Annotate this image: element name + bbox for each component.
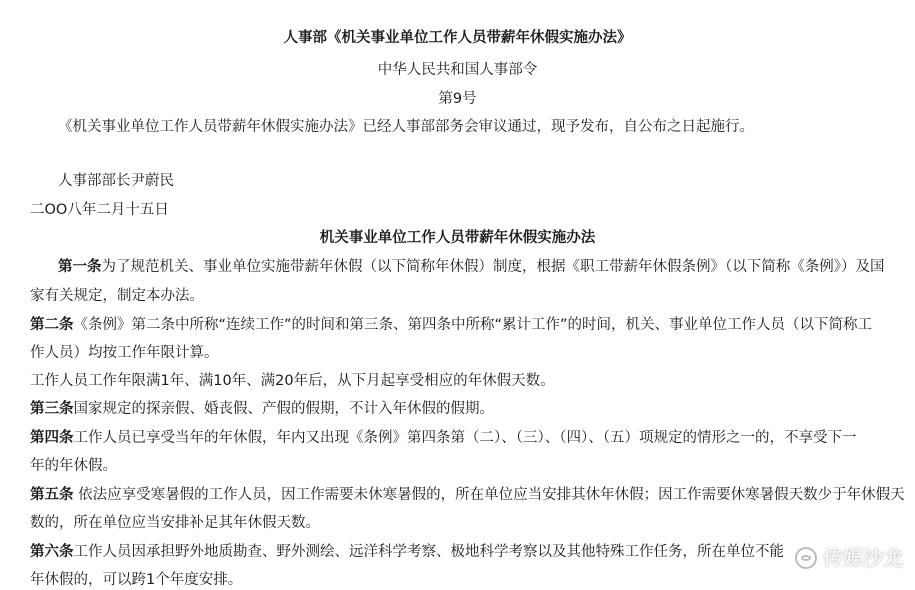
- issuer-line: 中华人民共和国人事部令: [377, 62, 538, 78]
- article-4-line-2: 年的年休假。: [30, 458, 117, 474]
- article-2-label: 第二条: [30, 317, 74, 333]
- issue-date: 二OO八年二月十五日: [30, 202, 169, 218]
- order-number: 第9号: [438, 91, 477, 107]
- watermark-text: 传媒沙龙: [823, 546, 903, 570]
- article-5-text-1: 依法应享受寒暑假的工作人员，因工作需要未休寒暑假的，所在单位应当安排其休年休假；因工作需要休寒暑假天数少于年休假天: [73, 487, 905, 503]
- article-2-line-2: 作人员）均按工作年限计算。: [30, 345, 219, 361]
- article-5-line-1: [30, 485, 905, 505]
- article-4-label: 第四条: [30, 430, 74, 446]
- article-1-line-1: [58, 257, 885, 277]
- signer: 人事部部长尹蔚民: [58, 173, 174, 189]
- article-5-label: 第五条: [30, 487, 74, 503]
- watermark: [795, 547, 903, 569]
- article-4-line-1: [30, 428, 857, 448]
- article-6-text-1: 工作人员因承担野外地质勘查、野外测绘、远洋科学考察、极地科学考察以及其他特殊工作任务，所在单位不能: [73, 544, 784, 560]
- wechat-icon: [795, 547, 817, 569]
- article-1-line-2: 家有关规定，制定本办法。: [30, 288, 204, 304]
- article-6-line-2: 年休假的，可以跨1个年度安排。: [30, 572, 243, 588]
- article-4-text-1: 工作人员已享受当年的年休假，年内又出现《条例》第四条第（二）、（三）、（四）、（五）项规定的情形之一的，不享受下一: [73, 430, 857, 446]
- article-2-text-1: 《条例》第二条中所称“连续工作”的时间和第三条、第四条中所称“累计工作”的时间，机关、事业单位工作人员（以下简称工: [73, 317, 873, 333]
- regulation-subtitle: 机关事业单位工作人员带薪年休假实施办法: [319, 230, 596, 246]
- article-3-line-1: [30, 399, 494, 419]
- document-title: 人事部《机关事业单位工作人员带薪年休假实施办法》: [283, 30, 632, 46]
- article-5-line-2: 数的，所在单位应当安排补足其年休假天数。: [30, 515, 320, 531]
- article-3-text-1: 国家规定的探亲假、婚丧假、产假的假期，不计入年休假的假期。: [73, 401, 494, 417]
- article-3-label: 第三条: [30, 401, 74, 417]
- article-2-line-3: 工作人员工作年限满1年、满10年、满20年后，从下月起享受相应的年休假天数。: [30, 373, 555, 389]
- article-2-line-1: [30, 315, 872, 335]
- article-6-label: 第六条: [30, 544, 74, 560]
- preamble: 《机关事业单位工作人员带薪年休假实施办法》已经人事部部务会审议通过，现予发布，自公布之日起施行。: [58, 119, 754, 135]
- article-1-text-1: 为了规范机关、事业单位实施带薪年休假（以下简称年休假）制度，根据《职工带薪年休假条例》（以下简称《条例》）及国: [101, 259, 885, 275]
- article-1-label: 第一条: [58, 259, 102, 275]
- article-6-line-1: [30, 542, 784, 562]
